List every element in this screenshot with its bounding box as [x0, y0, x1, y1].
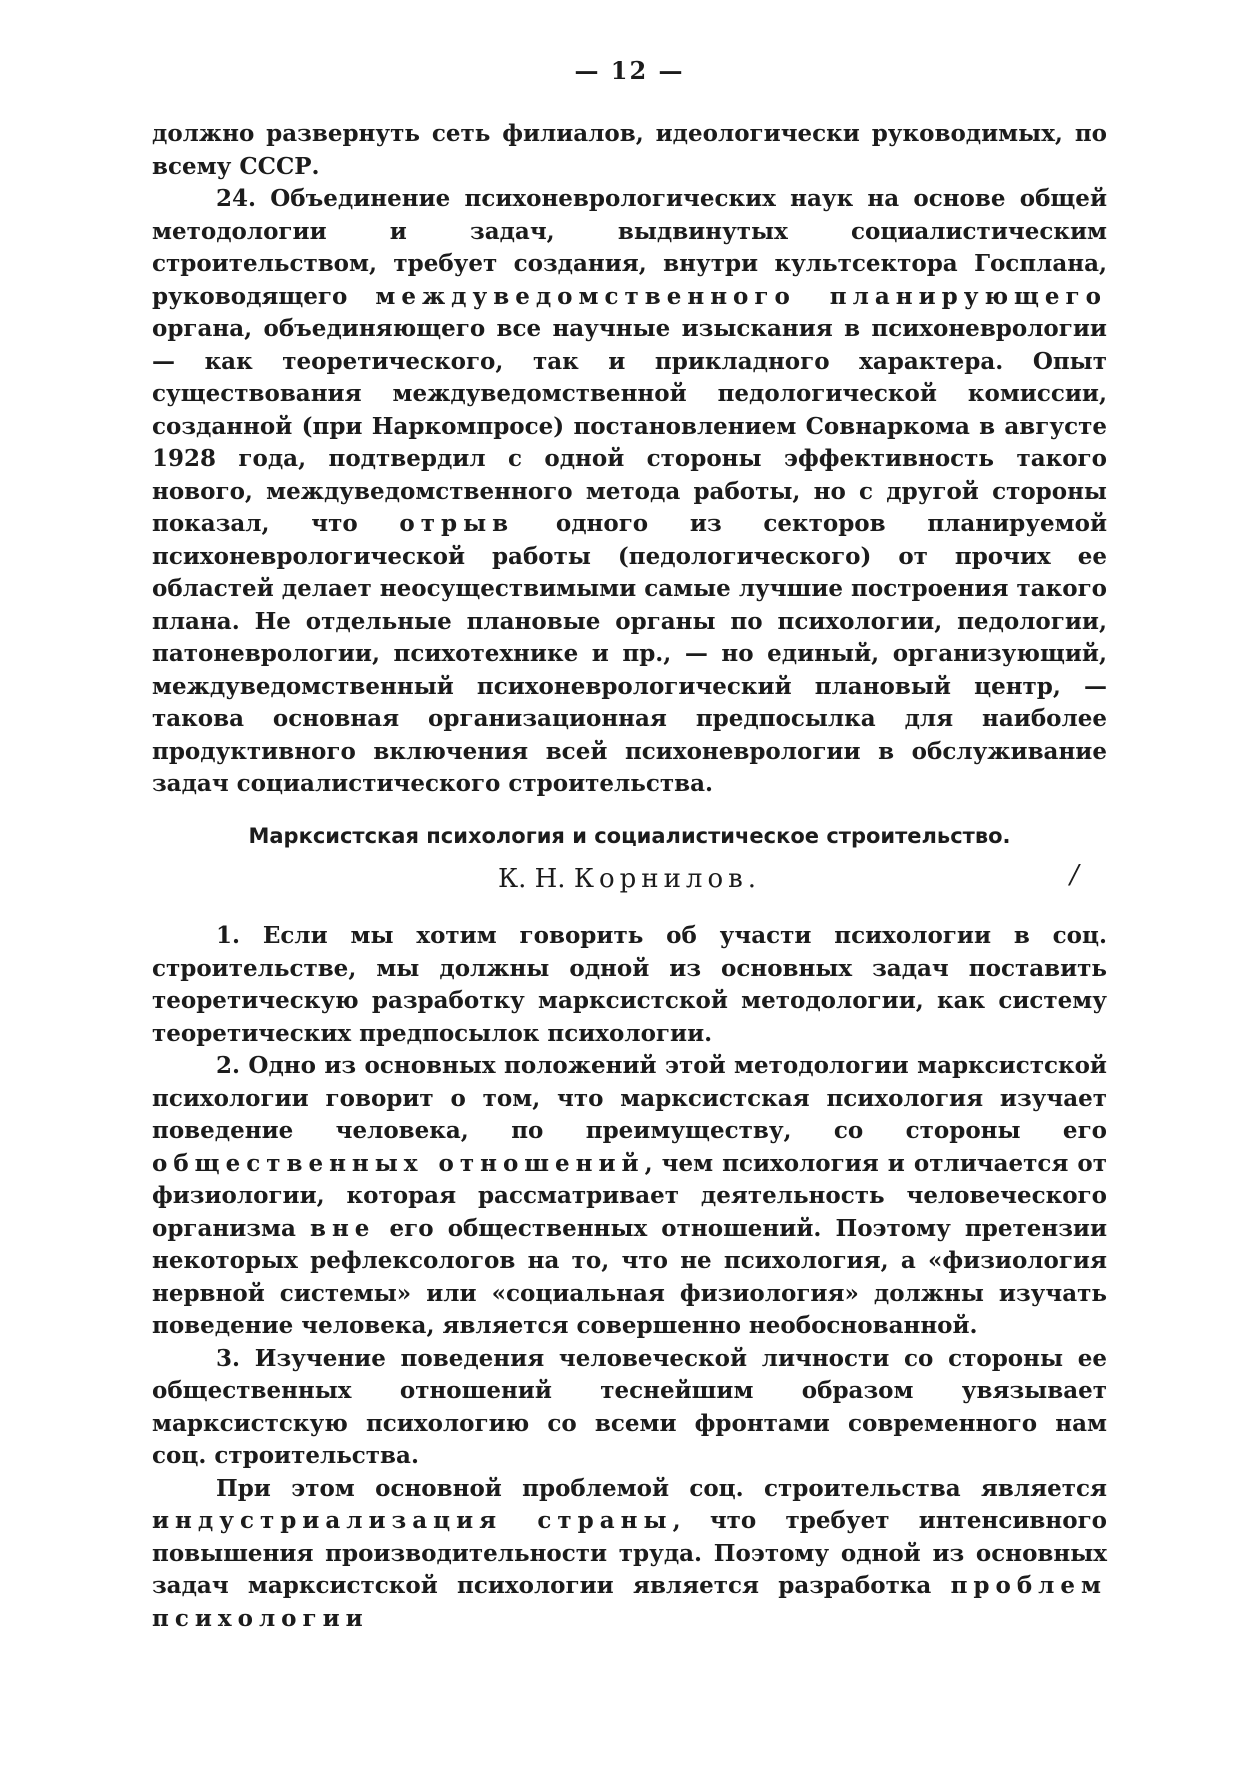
- text-block-bottom: [152, 920, 1107, 1635]
- paragraph-2-text-a: 2. Одно из основных положений этой методологии марксистской психологии говорит о том, что марксистская психология изучает поведение человека, по преимуществу, со стороны его: [152, 1052, 1107, 1144]
- paragraph-3: 3. Изучение поведения человеческой личности со стороны ее общественных отношений теснейшим образом увязывает марксистскую психологию со всеми фронтами современного нам соц. строительства.: [152, 1344, 1107, 1469]
- margin-mark: /: [1070, 860, 1079, 890]
- paragraph-2: [152, 1050, 1107, 1343]
- author-surname: Корнилов.: [573, 864, 761, 894]
- paragraph-24-emphasis: междуведомственного планирующего: [375, 282, 1107, 310]
- paragraph-continuation: должно развернуть сеть филиалов, идеологически руководимых, по всему СССР.: [152, 120, 1107, 180]
- paragraph-2-text-b: , чем психология и отличается от физиологии, которая рассматривает деятельность человеческого организма: [152, 1149, 1107, 1242]
- paragraph-24-text-a: 24. Объединение психоневрологических наук на основе общей методологии и задач, выдвинутых социалистическим строительством, требует создания, внутри культсектора Госплана, руководящего: [152, 185, 1107, 310]
- paragraph-2-emphasis: общественных отношений: [152, 1149, 645, 1177]
- page-number: — 12 —: [574, 56, 685, 85]
- section-heading: Марксистская психология и социалистическое строительство.: [248, 824, 1011, 848]
- paragraph-4-text-a: При этом основной проблемой соц. строительства является: [216, 1474, 1107, 1502]
- author-initials: К. Н.: [497, 864, 566, 894]
- paragraph-2-text-c: его общественных отношений. Поэтому претензии некоторых рефлексологов на то, что не психология, а «физиология нервной системы» или «социальная физиология» должны изучать поведение человека, является совершенно необоснованной.: [152, 1214, 1107, 1339]
- paragraph-4-text-b: , что требует интенсивного повышения производительности труда. Поэтому одной из основных задач марксистской психологии является разработка: [152, 1507, 1107, 1599]
- paragraph-24-text-c: одного из секторов планируемой психоневрологической работы (педологического) от прочих ее областей делает неосуществимыми самые лучшие построения такого плана. Не отдельные плановые органы по психологии, педологии, патоневрологии, психотехнике и пр., — но единый, организующий, междуведомственный психоневрологический плановый центр, — такова основная организационная предпосылка для наиболее продуктивного включения всей психоневрологии в обслуживание задач социалистического строительства.: [152, 510, 1107, 797]
- paragraph-2-emphasis-2: вне: [309, 1214, 376, 1242]
- paragraph-24-emphasis-2: отрыв: [399, 510, 515, 537]
- paragraph-4-emphasis: индустриализация страны: [152, 1507, 673, 1534]
- author-name: [152, 864, 1107, 894]
- paragraph-4: [152, 1473, 1107, 1636]
- paragraph-1: 1. Если мы хотим говорить об участи психологии в соц. строительстве, мы должны одной из основных задач поставить теоретическую разработку марксистской методологии, как систему теоретических предпосылок психологии.: [152, 922, 1107, 1047]
- paragraph-24-text-b: органа, объединяющего все научные изыскания в психоневрологии — как теоретического, так и прикладного характера. Опыт существования междуведомственной педологической комиссии, созданной (при Наркомпросе) постановлением Совнаркома в августе 1928 года, подтвердил с одной стороны эффективность такого нового, междуведомственного метода работы, но с другой стороны показал, что: [152, 315, 1107, 537]
- text-block-top: [152, 118, 1107, 801]
- paragraph-4-emphasis-2: проблем психологии: [152, 1572, 1107, 1632]
- paragraph-24: [152, 183, 1107, 801]
